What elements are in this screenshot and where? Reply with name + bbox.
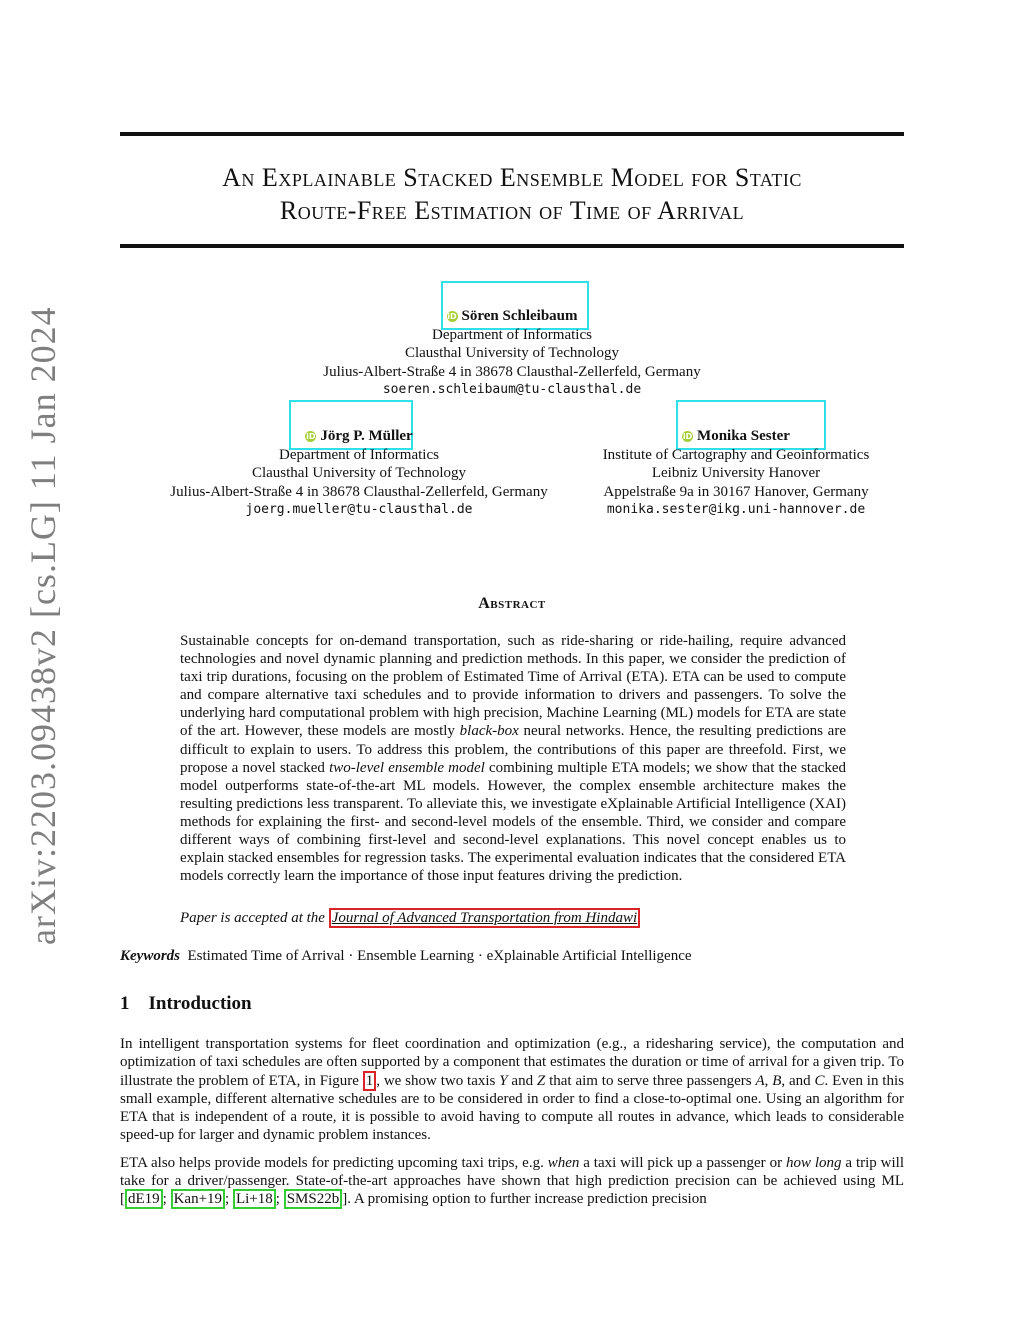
abstract-body bbox=[180, 632, 846, 885]
author-3-name: Monika Sester bbox=[697, 428, 790, 444]
paper-title-line-2: Route-Free Estimation of Time of Arrival bbox=[279, 196, 745, 225]
author-2 bbox=[124, 427, 594, 520]
intro-text: , we show two taxis bbox=[376, 1072, 500, 1089]
intro-italic: when bbox=[547, 1154, 580, 1171]
keywords-text: Estimated Time of Arrival · Ensemble Learning · eXplainable Artificial Intelligence bbox=[187, 948, 692, 964]
author-1 bbox=[262, 307, 762, 400]
arxiv-stamp: arXiv:2203.09438v2 [cs.LG] 11 Jan 2024 bbox=[23, 306, 63, 945]
abstract-text-3: combining multiple ETA models; we show that the stacked model outperforms state-of-the-art ML models. However, the complex ensemble architecture makes the resulting predictions less transparent. To alleviate this, we investigate eXplainable Artificial Intelligence (XAI) methods for explaining the first- and second-level models of the ensemble. Third, we consider and compare different ways of combining first-level and second-level explanations. This novel concept enables us to explain stacked ensembles for regression tasks. The experimental evaluation indicates that the considered ETA models correctly learn the importance of those input features driving the prediction. bbox=[180, 759, 846, 885]
acceptance-note-prefix: Paper is accepted at the bbox=[180, 910, 329, 926]
math-var: Y bbox=[499, 1072, 508, 1089]
author-3-email[interactable]: monika.sester@ikg.uni-hannover.de bbox=[606, 502, 866, 517]
author-1-name: Sören Schleibaum bbox=[461, 308, 578, 324]
keywords bbox=[120, 948, 692, 965]
intro-text: and bbox=[507, 1072, 537, 1089]
figure-ref-link[interactable]: 1 bbox=[363, 1071, 377, 1091]
intro-text: , bbox=[764, 1072, 773, 1089]
intro-text: , and bbox=[781, 1072, 815, 1089]
math-var: Z bbox=[536, 1072, 546, 1089]
abstract-heading: Abstract bbox=[478, 595, 546, 612]
orcid-icon[interactable]: iD bbox=[306, 432, 316, 441]
introduction-body bbox=[120, 1035, 904, 1218]
citation-link[interactable]: SMS22b bbox=[284, 1189, 343, 1209]
keywords-label: Keywords bbox=[120, 948, 180, 964]
citation-separator: ; bbox=[162, 1191, 171, 1208]
intro-text: In intelligent transportation systems for fleet coordination and optimization (e.g., a ridesharing service), the computation and optimization of taxi schedules are often supported by a component that estimates the duration or time of arrival for a given trip. To illustrate the problem of ETA, in Figure bbox=[120, 1036, 904, 1089]
paper-title-line-1: An Explainable Stacked Ensemble Model for Static bbox=[222, 163, 802, 192]
intro-paragraph-2 bbox=[120, 1154, 904, 1209]
citation-link[interactable]: dE19 bbox=[125, 1189, 163, 1209]
author-2-name-line[interactable] bbox=[124, 427, 594, 446]
author-1-dept: Department of Informatics bbox=[432, 326, 592, 343]
citation-link[interactable]: Kan+19 bbox=[171, 1189, 225, 1209]
citation-separator: ; bbox=[275, 1191, 284, 1208]
intro-text: a trip will take for a driver/passenger. State-of-the-art approaches have shown that high prediction precision can be achieved using ML [ bbox=[120, 1154, 904, 1208]
author-1-institution: Clausthal University of Technology bbox=[404, 345, 620, 361]
author-2-dept: Department of Informatics bbox=[279, 446, 439, 463]
intro-text: . Even in this small example, different alternative schedules are to be considered in order to find a close-to-optimal one. Using an algorithm for ETA that is independent of a route, it is possible to avoid having to compute all routes in advance, which leads to considerable speed-up for larger and dynamic problem instances. bbox=[120, 1072, 904, 1144]
author-3 bbox=[581, 427, 891, 520]
abstract-paragraph bbox=[180, 632, 846, 885]
author-2-name: Jörg P. Müller bbox=[320, 428, 413, 444]
paper-title bbox=[120, 161, 904, 227]
title-top-rule bbox=[120, 132, 904, 136]
orcid-icon[interactable]: iD bbox=[447, 312, 457, 321]
math-var: C bbox=[814, 1072, 825, 1089]
abstract-italic-1: black-box bbox=[459, 723, 519, 740]
section-number: 1 bbox=[120, 993, 130, 1014]
section-heading bbox=[120, 993, 252, 1015]
abstract-text-1: Sustainable concepts for on-demand transportation, such as ride-sharing or ride-hailing, require advanced technologies and novel dynamic planning and prediction methods. In this paper, we consider the prediction of taxi trip durations, focusing on the problem of Estimated Time of Arrival (ETA). ETA can be used to compute and compare alternative taxi schedules and to provide information to drivers and passengers. To solve the underlying hard computational problem with high precision, Machine Learning (ML) models for ETA are state of the art. However, these models are mostly bbox=[180, 633, 846, 740]
citation-link[interactable]: Li+18 bbox=[233, 1189, 276, 1209]
abstract-text-2: neural networks. Hence, the resulting predictions are difficult to explain to users. To address this problem, the contributions of this paper are threefold. First, we propose a novel stacked bbox=[180, 723, 846, 776]
author-1-address: Julius-Albert-Straße 4 in 38678 Clausthal-Zellerfeld, Germany bbox=[323, 363, 701, 380]
author-1-email[interactable]: soeren.schleibaum@tu-clausthal.de bbox=[382, 382, 642, 397]
intro-italic: how long bbox=[785, 1154, 842, 1171]
section-title: Introduction bbox=[148, 993, 252, 1014]
intro-text: ]. A promising option to further increase prediction precision bbox=[342, 1191, 707, 1208]
author-3-name-line[interactable] bbox=[581, 427, 891, 446]
journal-link[interactable]: Journal of Advanced Transportation from Hindawi bbox=[329, 908, 640, 928]
author-2-email[interactable]: joerg.mueller@tu-clausthal.de bbox=[245, 502, 473, 517]
author-1-name-line[interactable] bbox=[262, 307, 762, 326]
intro-text: ETA also helps provide models for predicting upcoming taxi trips, e.g. bbox=[120, 1154, 548, 1171]
acceptance-note bbox=[180, 910, 640, 927]
author-3-dept: Institute of Cartography and Geoinformatics bbox=[602, 446, 870, 463]
math-var: B bbox=[772, 1072, 782, 1089]
title-bottom-rule bbox=[120, 244, 904, 248]
author-3-address: Appelstraße 9a in 30167 Hanover, Germany bbox=[603, 483, 869, 500]
orcid-icon[interactable]: iD bbox=[682, 432, 693, 441]
intro-paragraph-1 bbox=[120, 1035, 904, 1145]
intro-text: a taxi will pick up a passenger or bbox=[579, 1154, 786, 1171]
author-2-address: Julius-Albert-Straße 4 in 38678 Clausthal-Zellerfeld, Germany bbox=[170, 483, 548, 500]
citation-separator: ; bbox=[225, 1191, 233, 1208]
math-var: A bbox=[755, 1072, 765, 1089]
author-3-institution: Leibniz University Hanover bbox=[651, 465, 821, 481]
abstract-italic-2: two-level ensemble model bbox=[329, 759, 485, 776]
author-2-institution: Clausthal University of Technology bbox=[251, 465, 467, 481]
intro-text: that aim to serve three passengers bbox=[545, 1072, 756, 1089]
